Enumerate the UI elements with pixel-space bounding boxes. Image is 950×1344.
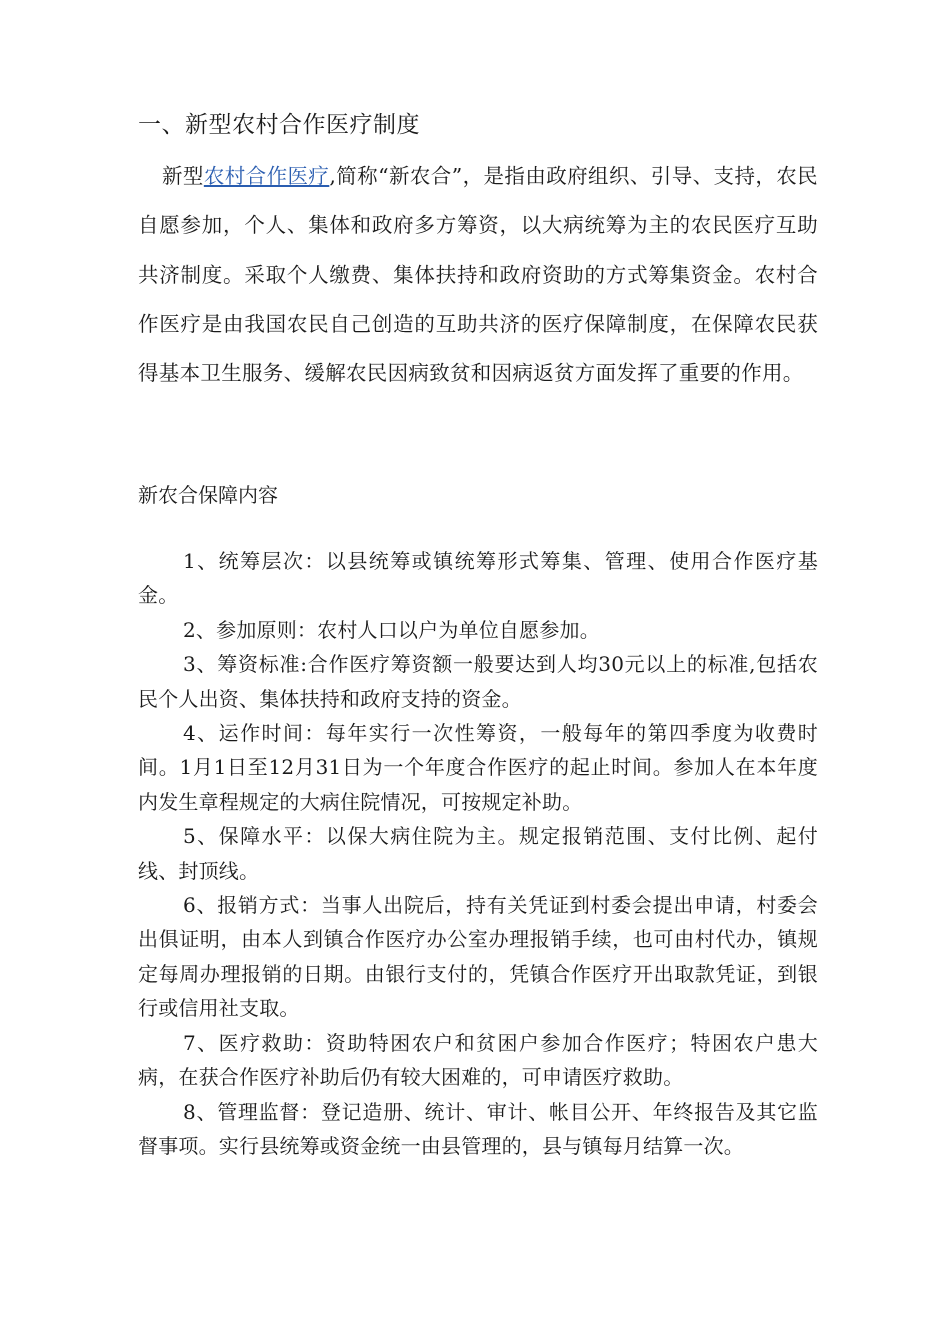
- rural-cooperative-medical-link[interactable]: 农村合作医疗: [203, 164, 330, 188]
- intro-body: ,简称“新农合”，是指由政府组织、引导、支持，农民自愿参加，个人、集体和政府多方筹资，以大病统筹为主的农民医疗互助共济制度。采取个人缴费、集体扶持和政府资助的方式筹集资金。农村合作医疗是由我国农民自己创造的互助共济的医疗保障制度，在保障农民获得基本卫生服务、缓解农民因病致贫和因病返贫方面发挥了重要的作用。: [138, 164, 818, 386]
- coverage-item-reimbursement-method: 6、报销方式：当事人出院后，持有关凭证到村委会提出申请，村委会出俱证明，由本人到镇合作医疗办公室办理报销手续，也可由村代办，镇规定每周办理报销的日期。由银行支付的，凭镇合作医疗开出取款凭证，到银行或信用社支取。: [138, 893, 818, 1021]
- coverage-item-list: [138, 544, 818, 1163]
- intro-paragraph: [138, 152, 818, 398]
- coverage-item-participation-principle: 2、参加原则：农村人口以户为单位自愿参加。: [183, 617, 600, 642]
- coverage-item-management-supervision: 8、管理监督：登记造册、统计、审计、帐目公开、年终报告及其它监督事项。实行县统筹或资金统一由县管理的，县与镇每月结算一次。: [138, 1099, 818, 1158]
- coverage-item-operation-time: 4、运作时间：每年实行一次性筹资，一般每年的第四季度为收费时间。1月1日至12月31日为一个年度合作医疗的起止时间。参加人在本年度内发生章程规定的大病住院情况，可按规定补助。: [138, 721, 818, 814]
- section-heading: 一、新型农村合作医疗制度: [138, 112, 420, 138]
- coverage-subheading: 新农合保障内容: [138, 483, 278, 507]
- coverage-item-funding-standard: 3、筹资标准:合作医疗筹资额一般要达到人均30元以上的标准,包括农民个人出资、集体扶持和政府支持的资金。: [138, 652, 818, 711]
- coverage-item-medical-assistance: 7、医疗救助：资助特困农户和贫困户参加合作医疗；特困农户患大病，在获合作医疗补助后仍有较大困难的，可申请医疗救助。: [138, 1030, 818, 1090]
- coverage-item-protection-level: 5、保障水平：以保大病住院为主。规定报销范围、支付比例、起付线、封顶线。: [138, 824, 818, 883]
- coverage-item-pooling-level: 1、统筹层次：以县统筹或镇统筹形式筹集、管理、使用合作医疗基金。: [138, 549, 818, 608]
- intro-prefix: 新型: [162, 164, 204, 188]
